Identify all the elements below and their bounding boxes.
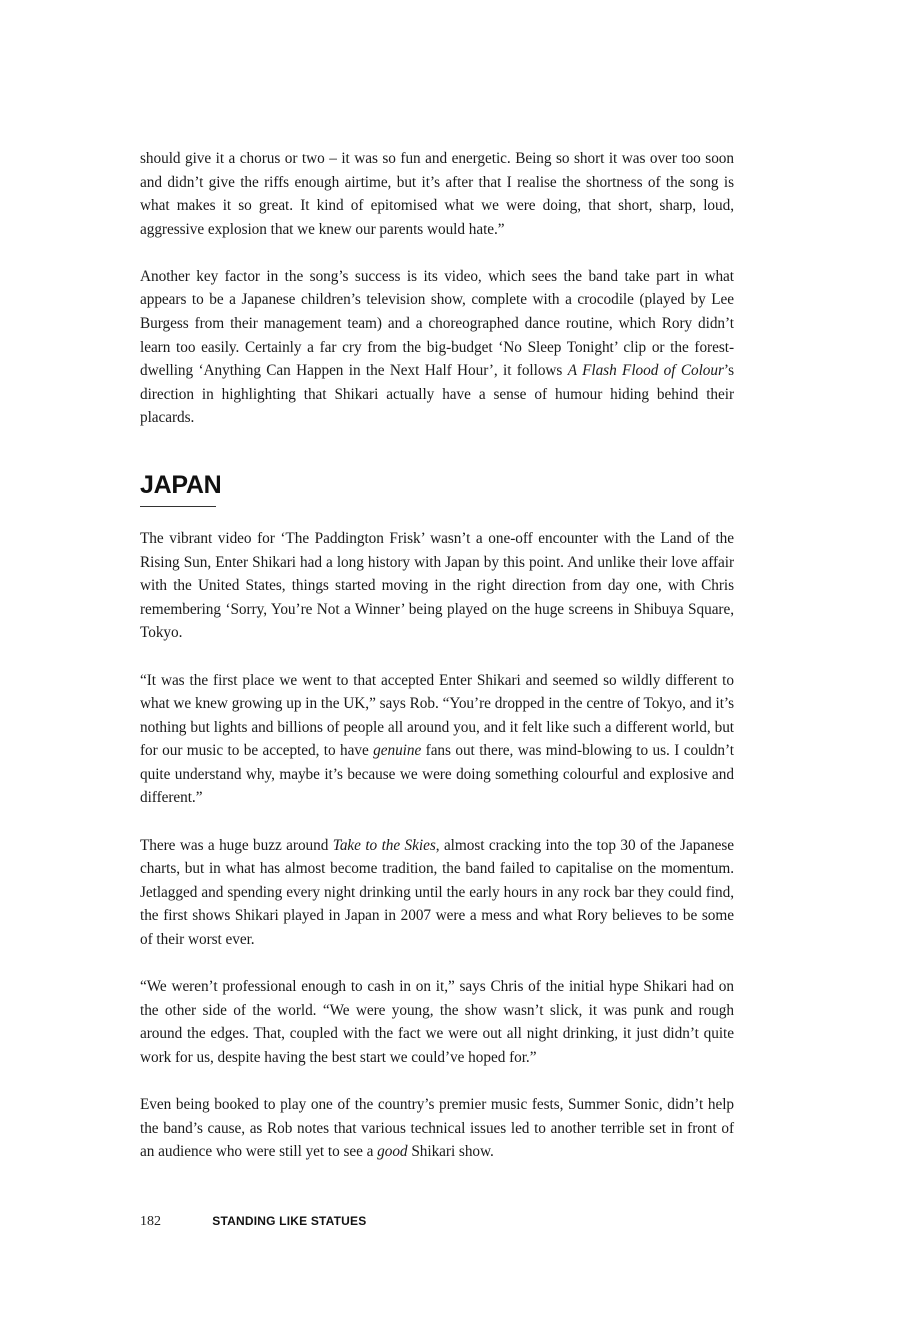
section-heading: JAPAN: [140, 471, 222, 500]
page-footer: [140, 1213, 366, 1230]
paragraph: [140, 527, 734, 645]
page-number: 182: [140, 1214, 161, 1229]
paragraph-text: fans out there, was mind-blowing to us. I couldn’t quite understand why, maybe it’s because we were doing something colourful and explosive and different.”: [140, 742, 735, 807]
paragraph-text: The vibrant video for ‘The Paddington Frisk’ wasn’t a one-off encounter with the Land of the Rising Sun, Enter Shikari had a long history with Japan by this point. And unlike their love affair with the United States, things started moving in the right direction from day one, with Chris remembering ‘Sorry, You’re Not a Winner’ being played on the huge screens in Shibuya Square, Tokyo.: [140, 530, 734, 642]
paragraph-text: ’s direction in highlighting that Shikari actually have a sense of humour hiding behind their placards.: [140, 362, 734, 427]
paragraph: [140, 834, 734, 952]
paragraph-text: , almost cracking into the top 30 of the Japanese charts, but in what has almost become tradition, the band failed to capitalise on the momentum. Jetlagged and spending every night drinking until the early hours in any rock bar they could find, the first shows Shikari played in Japan in 2007 were a mess and what Rory believes to be some of their worst ever.: [140, 836, 735, 948]
paragraph-text: Shikari show.: [407, 1143, 494, 1161]
emphasis-italic: good: [377, 1143, 408, 1161]
paragraph-text: There was a huge buzz around: [140, 836, 333, 854]
running-title: STANDING LIKE STATUES: [212, 1214, 367, 1228]
paragraph-text: “We weren’t professional enough to cash in on it,” says Chris of the initial hype Shikari had on the other side of the world. “We were young, the show wasn’t slick, it was punk and rough around the edges. That, coupled with the fact we were out all night drinking, it just didn’t quite work for us, despite having the best start we could’ve hoped for.”: [140, 978, 734, 1066]
paragraph-text: should give it a chorus or two – it was so fun and energetic. Being so short it was over too soon and didn’t give the riffs enough airtime, but it’s after that I realise the shortness of the song is what makes it so great. It kind of epitomised what we were doing, that short, sharp, loud, aggressive explosion that we knew our parents would hate.”: [140, 150, 734, 238]
book-title-italic: A Flash Flood of Colour: [567, 362, 724, 380]
heading-underline-divider: [140, 506, 216, 507]
paragraph: [140, 265, 734, 430]
paragraph: [140, 1093, 734, 1164]
paragraph-text: Another key factor in the song’s success is its video, which sees the band take part in what appears to be a Japanese children’s television show, complete with a crocodile (played by Lee Burgess from their management team) and a choreographed dance routine, which Rory didn’t learn too easily. Certainly a far cry from the big-budget ‘No Sleep Tonight’ clip or the forest-dwelling ‘Anything Can Happen in the Next Half Hour’, it follows: [140, 267, 734, 380]
paragraph-text: Even being booked to play one of the country’s premier music fests, Summer Sonic, didn’t help the band’s cause, as Rob notes that various technical issues led to another terrible set in front of an audience who were still yet to see a: [140, 1095, 734, 1161]
page-body: [140, 147, 734, 1164]
paragraph: [140, 147, 734, 241]
paragraph-text: “It was the first place we went to that accepted Enter Shikari and seemed so wildly different to what we knew growing up in the UK,” says Rob. “You’re dropped in the centre of Tokyo, and it’s nothing but lights and billions of people all around you, and it felt like such a different world, but for our music to be accepted, to have: [140, 671, 734, 760]
album-title-italic: Take to the Skies: [332, 836, 436, 854]
emphasis-italic: genuine: [373, 742, 422, 760]
paragraph: [140, 669, 734, 811]
paragraph: [140, 975, 734, 1069]
